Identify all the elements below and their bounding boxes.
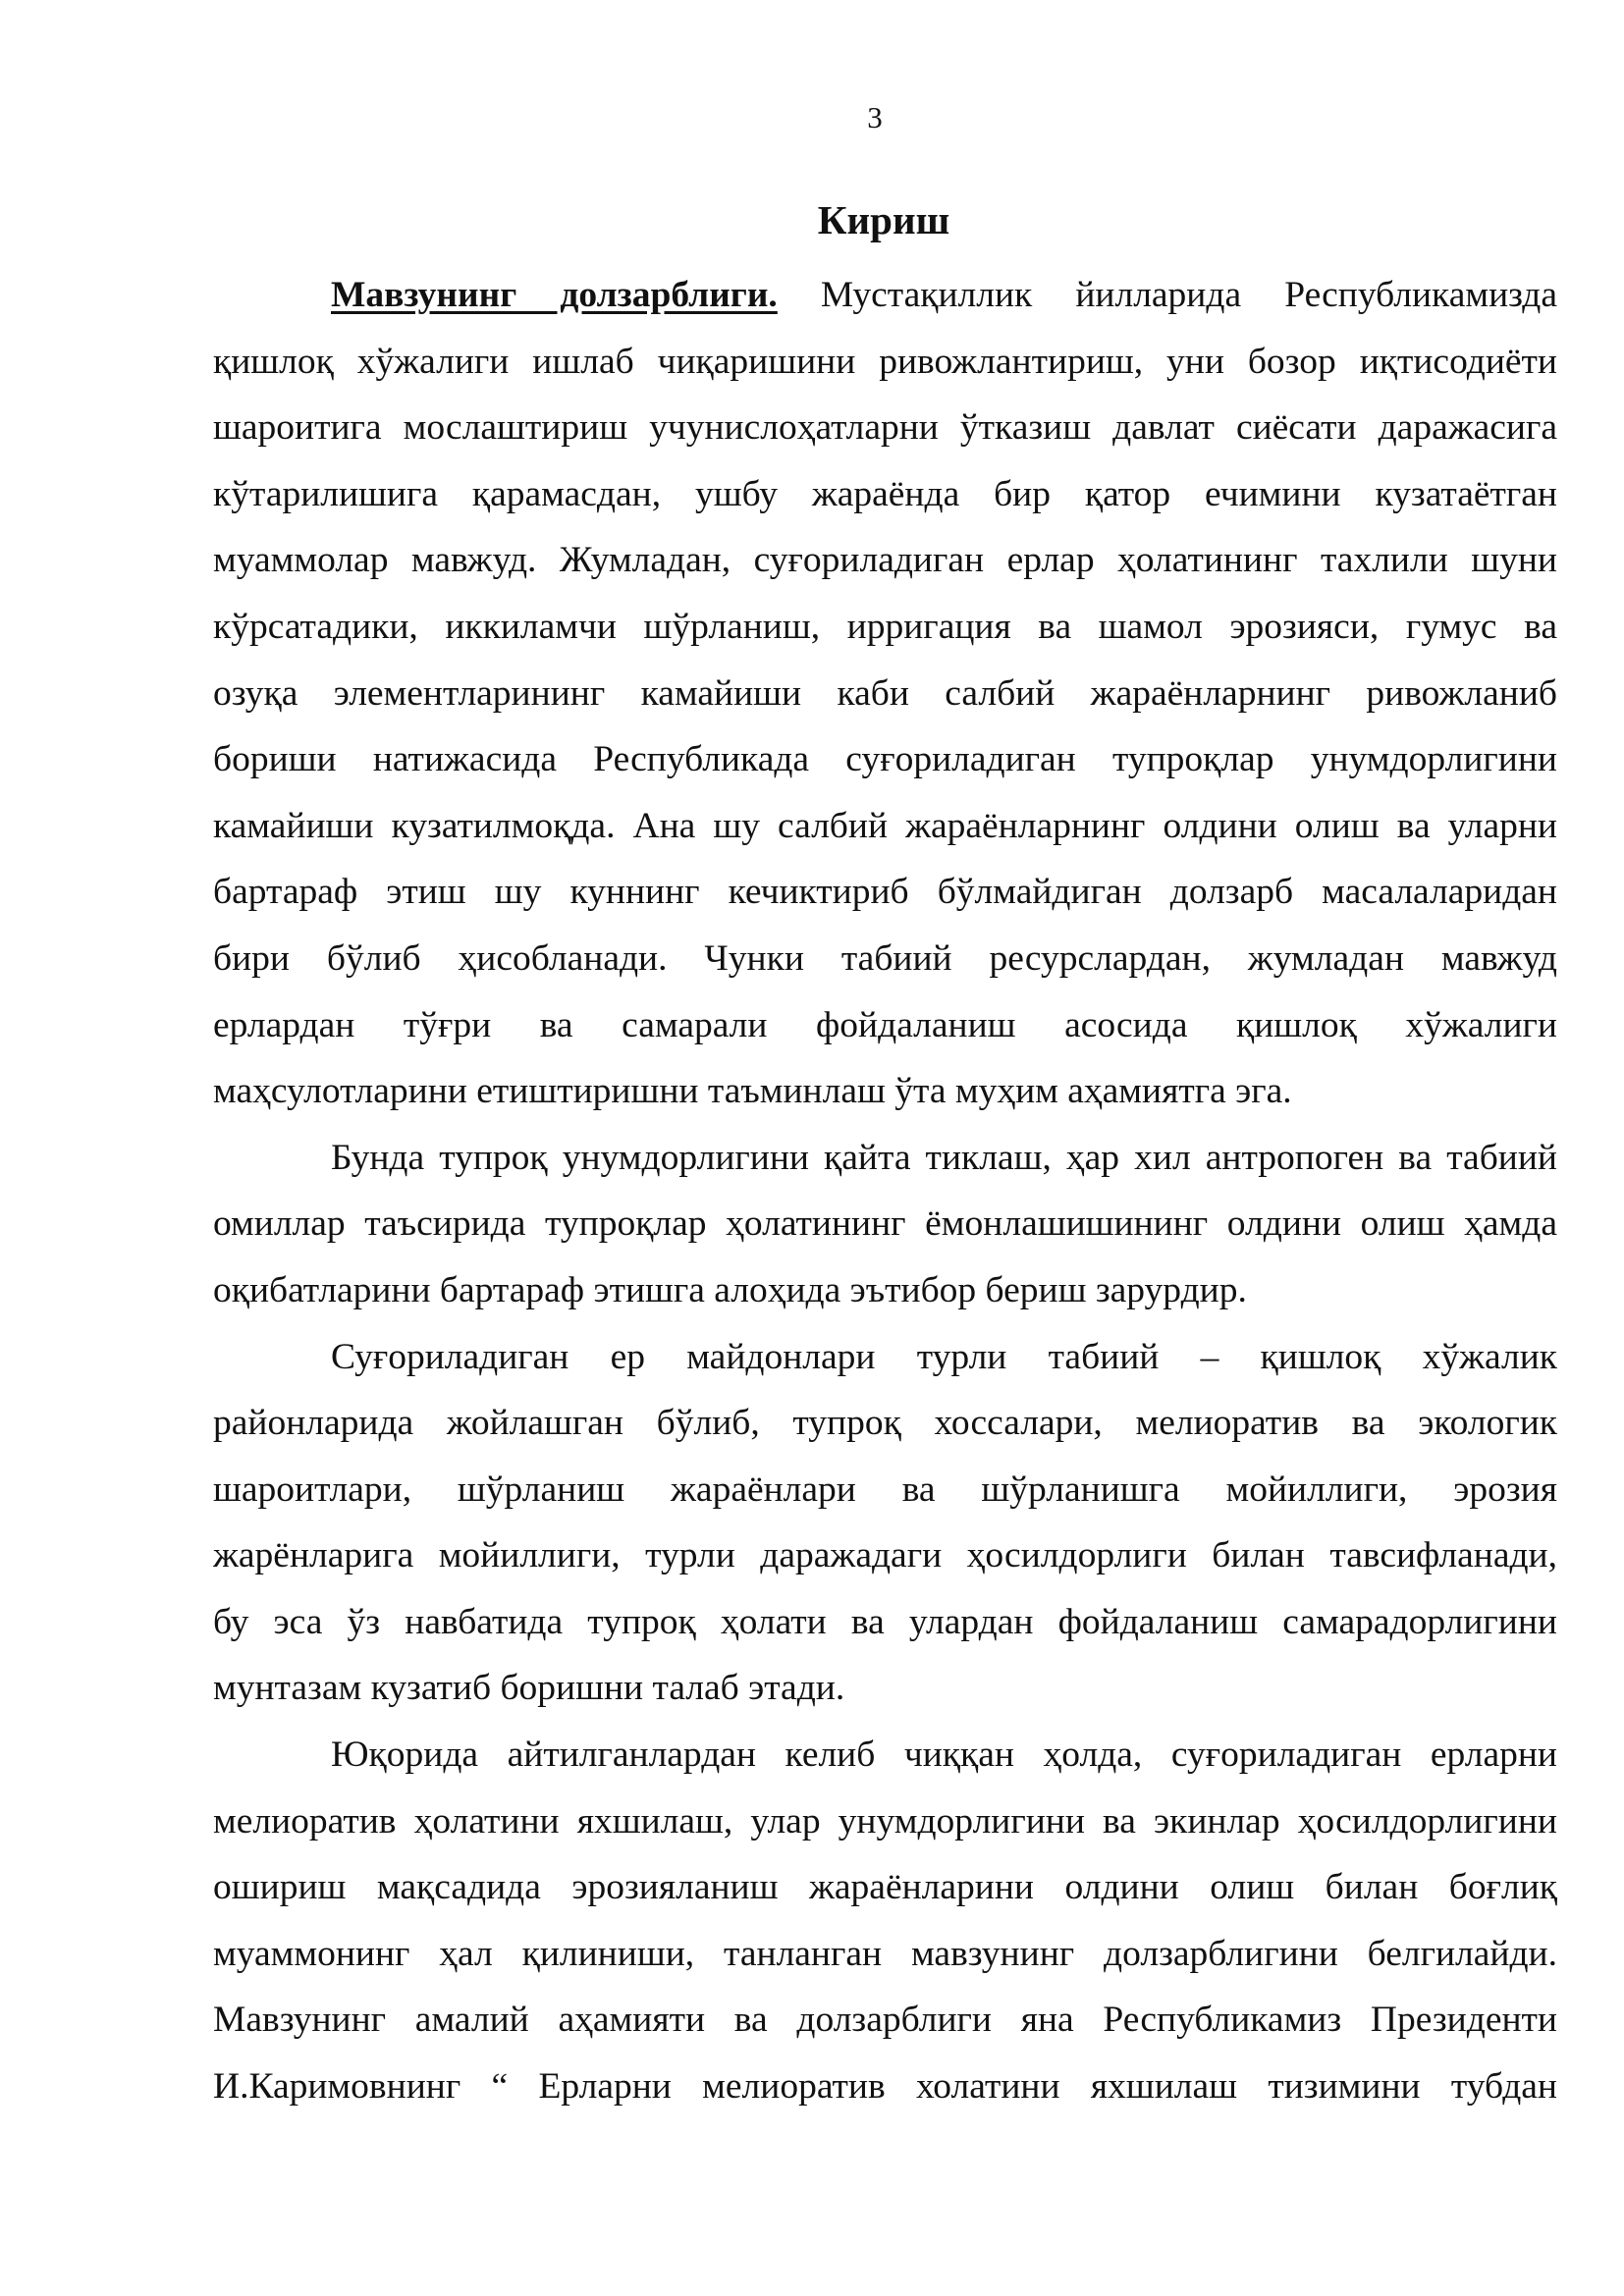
text-line: Мавзунинг долзарблиги. Мустақиллик йилларида Республикамизда: [331, 275, 1557, 315]
text-line: Мавзунинг амалий аҳамияти ва долзарблиги яна Республикамиз Президенти: [213, 2000, 1557, 2041]
text-line: оқибатларини бартараф этишга алоҳида эътибор бериш зарурдир.: [213, 1269, 1247, 1310]
text-line: ошириш мақсадида эрозияланиш жараёнларини олдини олиш билан боғлиқ: [213, 1867, 1557, 1908]
text-line: кўрсатадики, иккиламчи шўрланиш, ирригация ва шамол эрозияси, гумус ва: [213, 606, 1557, 647]
text-line: қишлоқ хўжалиги ишлаб чиқаришини ривожлантириш, уни бозор иқтисодиёти: [213, 341, 1557, 382]
text-line: бири бўлиб ҳисобланади. Чунки табиий ресурслардан, жумладан мавжуд: [213, 937, 1557, 979]
text-line: Юқорида айтилганлардан келиб чиққан ҳолда, суғориладиган ерларни: [331, 1735, 1557, 1776]
text-line: шароитлари, шўрланиш жараёнлари ва шўрланишга мойиллиги, эрозия: [213, 1468, 1557, 1510]
paragraph-relevance: [213, 262, 1557, 1125]
text-line: ерлардан тўғри ва самарали фойдаланиш асосида қишлоқ хўжалиги: [213, 1004, 1557, 1045]
section-heading: Кириш: [817, 197, 950, 242]
text-line: бориши натижасида Республикада суғориладиган тупроқлар унумдорлигини: [213, 739, 1557, 780]
page-number: 3: [867, 100, 883, 134]
text-line: маҳсулотларини етиштиришни таъминлаш ўта муҳим аҳамиятга эга.: [213, 1071, 1292, 1112]
paragraph-irrigated-lands: [213, 1324, 1557, 1723]
body-text: [213, 262, 1557, 2120]
text-line: камайиши кузатилмоқда. Ана шу салбий жараёнларнинг олдини олиш ва уларни: [213, 805, 1557, 846]
text-line: шароитига мослаштириш учунислоҳатларни ўтказиш давлат сиёсати даражасига: [213, 407, 1557, 449]
text-line: озуқа элементларининг камайиши каби салбий жараёнларнинг ривожланиб: [213, 672, 1557, 714]
text-line: жарёнларига мойиллиги, турли даражадаги ҳосилдорлиги билан тавсифланади,: [213, 1535, 1557, 1576]
text-line: Суғориладиган ер майдонлари турли табиий – қишлоқ хўжалик: [331, 1336, 1557, 1377]
text-line: бартараф этиш шу куннинг кечиктириб бўлмайдиган долзарб масалаларидан: [213, 872, 1557, 913]
text-line: муаммолар мавжуд. Жумладан, суғориладиган ерлар ҳолатининг тахлили шуни: [213, 540, 1557, 581]
text-line: мелиоратив ҳолатини яхшилаш, улар унумдорлигини ва экинлар ҳосилдорлигини: [213, 1800, 1557, 1842]
text-line: Бунда тупроқ унумдорлигини қайта тиклаш, ҳар хил антропоген ва табиий: [331, 1137, 1557, 1178]
text-line: кўтарилишига қарамасдан, ушбу жараёнда бир қатор ечимини кузатаётган: [213, 473, 1557, 514]
paragraph-conclusion: [213, 1722, 1557, 2120]
lead-phrase: Мавзунинг долзарблиги.: [331, 275, 778, 315]
text-line: бу эса ўз навбатида тупроқ ҳолати ва улардан фойдаланиш самарадорлигини: [213, 1601, 1557, 1642]
text-line: районларида жойлашган бўлиб, тупроқ хоссалари, мелиоратив ва экологик: [213, 1403, 1557, 1444]
text-line: И.Каримовнинг “ Ерларни мелиоратив холатини яхшилаш тизимини тубдан: [213, 2066, 1557, 2108]
text-line: муаммонинг ҳал қилиниши, танланган мавзунинг долзарблигини белгилайди.: [213, 1933, 1557, 1974]
text-line: омиллар таъсирида тупроқлар ҳолатининг ёмонлашишининг олдини олиш ҳамда: [213, 1203, 1557, 1245]
paragraph-soil-restoration: [213, 1125, 1557, 1324]
text-line: мунтазам кузатиб боришни талаб этади.: [213, 1668, 845, 1709]
